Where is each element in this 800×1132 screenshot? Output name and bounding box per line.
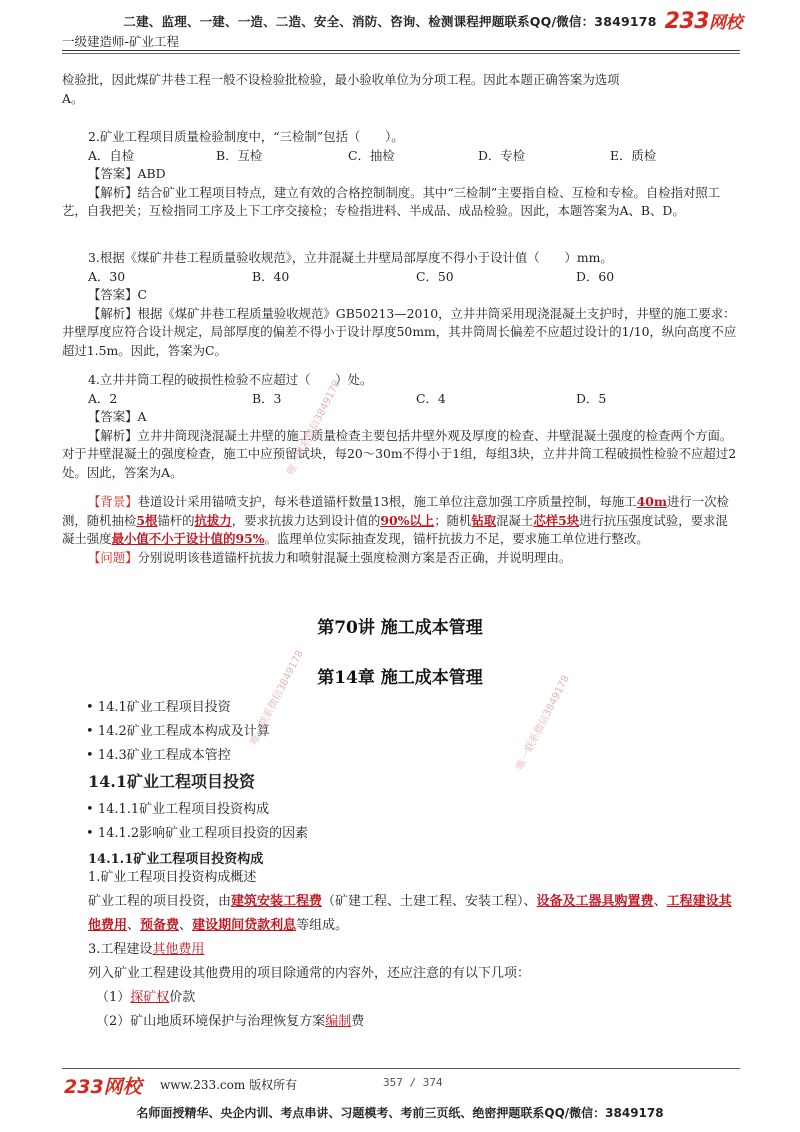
q3-analysis: 【解析】根据《煤矿井巷工程质量验收规范》GB50213—2010，立井井筒采用现浇混凝土支护时，井壁的施工要求：井壁厚度应符合设计规定，局部厚度的偏差不得小于设计厚度50mm，其井筒周长偏差不应超过设计的1/10，纵向高度不应超过1.5m。因此，答案为C。 [62,305,737,358]
cost-item-1 [88,986,738,1010]
case-background [62,493,738,549]
case-q-label: 【问题】 [88,549,138,565]
inv-key-term: 建设期间贷款利息 [192,918,297,933]
section-outline [86,798,308,846]
inv-text: 、 [179,918,193,933]
inv-text: 、 [653,894,667,909]
question-4 [62,371,738,483]
logo-text: 网校 [709,13,742,33]
q3-option-b: B．40 [252,268,290,284]
case-highlight-5: 钻取 [471,512,497,528]
outline-item: • 14.1.2影响矿业工程项目投资的因素 [86,826,309,841]
header-divider [62,50,740,51]
outline-item: • 14.1.1矿业工程项目投资构成 [86,802,270,817]
case-text-4: ，要求抗拔力达到设计值的 [231,512,381,528]
q4-option-a: A．2 [88,390,118,406]
list-intro: 列入矿业工程建设其他费用的项目除通常的内容外，还应注意的有以下几项： [88,966,531,981]
outline-item: • 14.3矿业工程成本管控 [86,748,231,763]
item-key: 编制 [325,1014,352,1029]
watermark: 唯一联系微信3849178 [285,378,343,477]
q3-answer: 【答案】C [88,287,148,303]
case-text-5: ；随机 [434,512,472,528]
q4-option-d: D．5 [576,390,607,406]
q1-tail-line1: 检验批，因此煤矿井巷工程一般不设检验批检验，最小验收单位为分项工程。因此本题正确答案为选项 [62,72,620,87]
other-cost-key: 其他费用 [152,942,205,957]
header-contact-line: 二建、监理、一建、一造、二造、安全、消防、咨询、检测课程押题联系QQ/微信：3849178 [123,14,657,29]
q4-option-b: B．3 [252,390,282,406]
q2-option-d: D．专检 [478,147,526,163]
q3-option-d: D．60 [576,268,615,284]
q3-option-a: A．30 [88,268,126,284]
outline-item-label: 14.2矿业工程成本构成及计算 [97,724,270,739]
case-text-8: 。监理单位实际抽查发现，锚杆抗拔力不足，要求施工单位进行整改。 [264,531,649,547]
q1-tail-line2: A。 [62,90,84,106]
inv-text: 矿业工程的项目投资，由 [88,894,232,909]
item-num: （1） [96,990,131,1005]
case-question [62,549,738,568]
header-subtitle: 一级建造师-矿业工程 [62,34,180,49]
case-highlight-4: 90%以上 [380,512,435,528]
q3-options [62,268,738,287]
subsection-title: 14.1.1矿业工程项目投资构成 [88,852,264,867]
brand-logo [665,8,742,34]
outline-item: • 14.1矿业工程项目投资 [86,700,231,715]
footer-divider [62,1068,740,1069]
lecture-title: 第70讲 施工成本管理 [317,618,483,638]
q3-stem: 3.根据《煤矿井巷工程质量验收规范》，立井混凝土井壁局部厚度不得小于设计值（ ）mm。 [88,250,613,265]
investment-paragraph [88,890,738,938]
q2-options [62,147,738,166]
overview-heading: 1.矿业工程项目投资构成概述 [88,870,257,885]
q4-options [62,390,738,409]
case-text-3: 锚杆的 [157,512,195,528]
other-cost-text: 3.工程建设 [88,942,153,957]
section-body [88,866,738,1034]
header-divider-thin [62,53,740,54]
outline-item-label: 14.1.2影响矿业工程项目投资的因素 [97,826,309,841]
q2-stem: 2.矿业工程项目质量检验制度中，“三检制”包括（ ）。 [88,129,404,144]
q2-option-c: C．抽检 [348,147,395,163]
footer-logo: 233网校 [64,1076,142,1098]
question-3 [62,249,738,361]
page-number: 357 / 374 [383,1076,443,1089]
case-text-1: 巷道设计采用锚喷支护，每米巷道锚杆数量13根，施工单位注意加强工序质量控制，每施工 [137,494,637,509]
inv-key-term: 预备费 [140,918,180,933]
item-text: 费 [351,1014,365,1029]
item-text: 价款 [169,990,196,1005]
other-cost-heading [88,938,738,962]
item-text: （2）矿山地质环境保护与治理恢复方案 [96,1014,326,1029]
item-key: 探矿权 [130,990,170,1005]
chapter-outline [86,696,270,768]
inv-text: 等组成。 [296,918,349,933]
question-2 [62,128,738,221]
inv-key-term: 设备及工器具购置费 [536,894,654,909]
footer-site: www.233.com 版权所有 [160,1078,298,1092]
q4-stem: 4.立井井筒工程的破损性检验不应超过（ ）处。 [88,372,373,387]
q2-option-b: B．互检 [216,147,263,163]
inv-text: 、 [127,918,141,933]
case-study [62,493,738,567]
case-highlight-1: 40m [636,494,667,509]
case-highlight-6: 芯样5块 [533,512,580,528]
cost-item-2 [88,1010,738,1034]
q2-option-a: A．自检 [88,147,135,163]
case-highlight-7: 最小值不小于设计值的95% [111,531,265,547]
q4-analysis: 【解析】立井井筒现浇混凝土井壁的施工质量检查主要包括井壁外观及厚度的检查、井壁混凝土强度的检查两个方面。对于井壁混凝土的强度检查，施工中应预留试块，每20～30m不得小于1组，每组3块，立井井筒工程破损性检验不应超过2处。因此，答案为A。 [62,427,737,480]
q2-answer: 【答案】ABD [88,166,166,182]
watermark: 唯一联系微信3849178 [514,673,572,772]
outline-item-label: 14.3矿业工程成本管控 [97,748,231,763]
q4-answer: 【答案】A [88,409,147,425]
watermark: 唯一联系微信3849178 [248,648,306,747]
q1-tail [62,71,738,108]
q2-analysis: 【解析】结合矿业工程项目特点，建立有效的合格控制制度。其中“三检制”主要指自检、互检和专检。自检指对照工艺，自我把关；互检指同工序及上下工序交接检；专检指进料、半成品、成品检验。因此，本题答案为A、B、D。 [62,184,721,219]
section-title: 14.1矿业工程项目投资 [88,772,255,791]
case-text-2: 进行一次检测，随机抽检 [62,494,729,528]
case-bg-label: 【背景】 [88,494,138,509]
chapter-title: 第14章 施工成本管理 [317,668,483,688]
q3-option-c: C．50 [416,268,454,284]
outline-item-label: 14.1.1矿业工程项目投资构成 [97,802,270,817]
inv-key-term: 建筑安装工程费 [231,894,323,909]
q2-option-e: E．质检 [610,147,657,163]
footer-contact-line: 名师面授精华、央企内训、考点串讲、习题模考、考前三页纸、绝密押题联系QQ/微信：3849178 [136,1106,664,1120]
case-text-6: 混凝土 [496,512,534,528]
case-q-text: 分别说明该巷道锚杆抗拔力和喷射混凝土强度检测方案是否正确，并说明理由。 [137,549,572,565]
outline-item: • 14.2矿业工程成本构成及计算 [86,724,270,739]
inv-key-term: 工程建设其他费用 [88,894,732,933]
case-highlight-3: 抗拔力 [194,512,232,528]
q4-option-c: C．4 [416,390,446,406]
outline-item-label: 14.1矿业工程项目投资 [97,700,231,715]
logo-number: 233 [664,9,709,34]
inv-text: （矿建工程、土建工程、安装工程）、 [322,894,537,909]
case-text-7: 进行抗压强度试验，要求混凝土强度 [62,512,728,547]
case-highlight-2: 5根 [136,512,158,528]
